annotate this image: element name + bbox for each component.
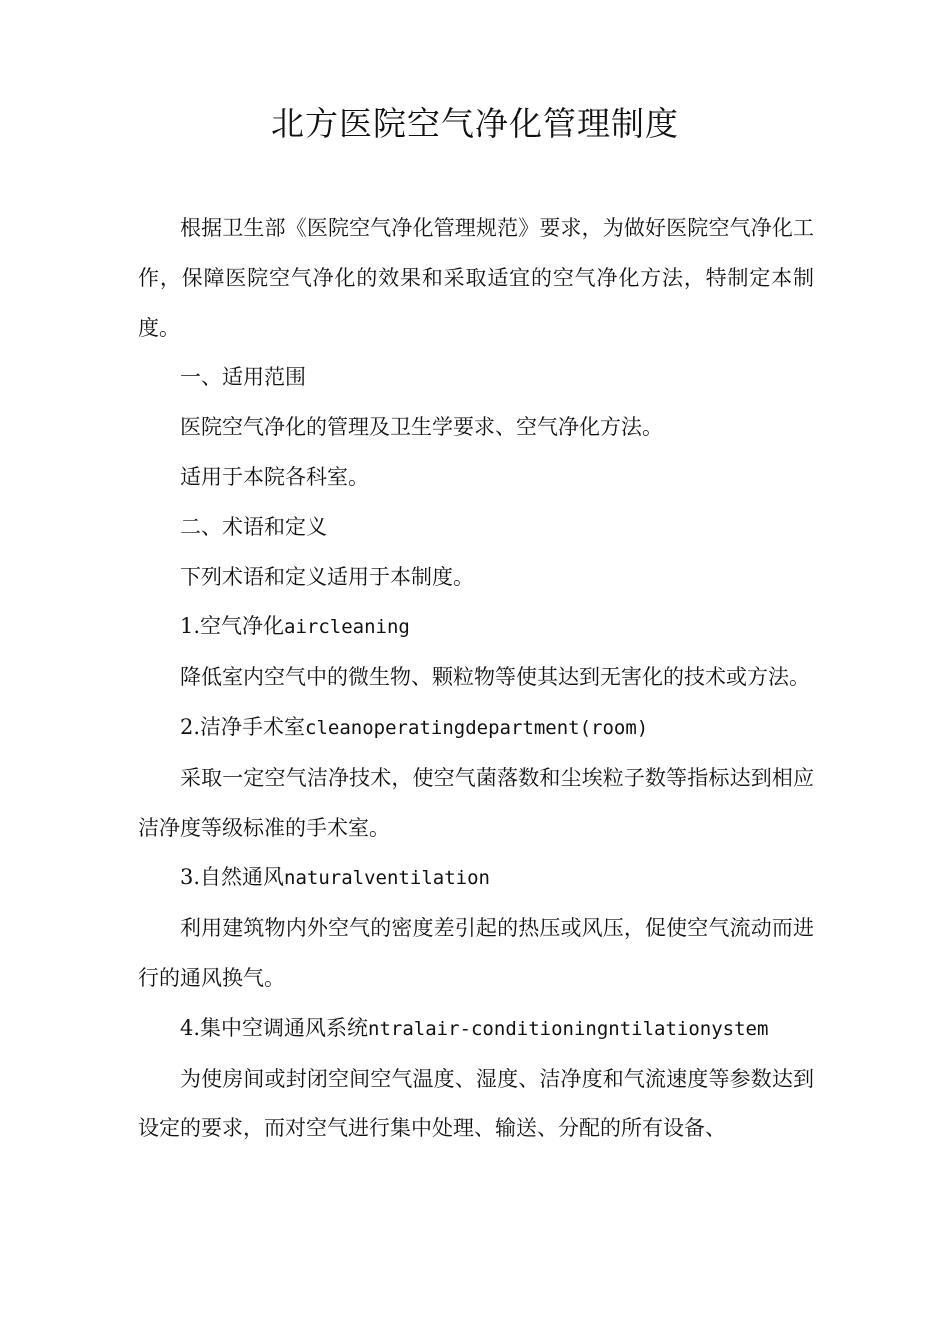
paragraph-scope-1: 医院空气净化的管理及卫生学要求、空气净化方法。 [180,415,663,440]
term-definition-3: 利用建筑物内外空气的密度差引起的热压或风压，促使空气流动而进行的通风换气。 [138,916,814,990]
term-label: 3.自然通风 [180,865,285,890]
term-label: 2.洁净手术室 [180,714,306,739]
term-english: naturalventilation [284,867,490,890]
term-definition-1: 降低室内空气中的微生物、颗粒物等使其达到无害化的技术或方法。 [180,665,810,690]
section-heading-terms: 二、术语和定义 [180,514,327,539]
term-heading-2 [138,703,814,754]
term-english: ntralair-conditioningntilationystem [368,1017,769,1040]
term-label: 1.空气净化 [180,614,285,639]
term-label: 4.集中空调通风系统 [180,1015,369,1040]
section-heading-scope: 一、适用范围 [180,365,306,390]
term-heading-4 [138,1004,814,1055]
term-english: cleanoperatingdepartment(room) [305,716,649,739]
document-body [138,204,814,1154]
term-heading-3 [138,853,814,904]
paragraph-scope-2: 适用于本院各科室。 [180,464,369,489]
term-english: aircleaning [284,616,410,639]
paragraph-intro: 根据卫生部《医院空气净化管理规范》要求，为做好医院空气净化工作，保障医院空气净化的效果和采取适宜的空气净化方法，特制定本制度。 [138,216,814,340]
document-title: 北方医院空气净化管理制度 [271,104,679,143]
term-definition-2: 采取一定空气洁净技术，使空气菌落数和尘埃粒子数等指标达到相应洁净度等级标准的手术室。 [138,765,814,840]
paragraph-terms-intro: 下列术语和定义适用于本制度。 [180,564,474,589]
term-definition-4: 为使房间或封闭空间空气温度、湿度、洁净度和气流速度等参数达到设定的要求，而对空气进行集中处理、输送、分配的所有设备、 [138,1066,814,1141]
term-heading-1 [138,602,814,653]
